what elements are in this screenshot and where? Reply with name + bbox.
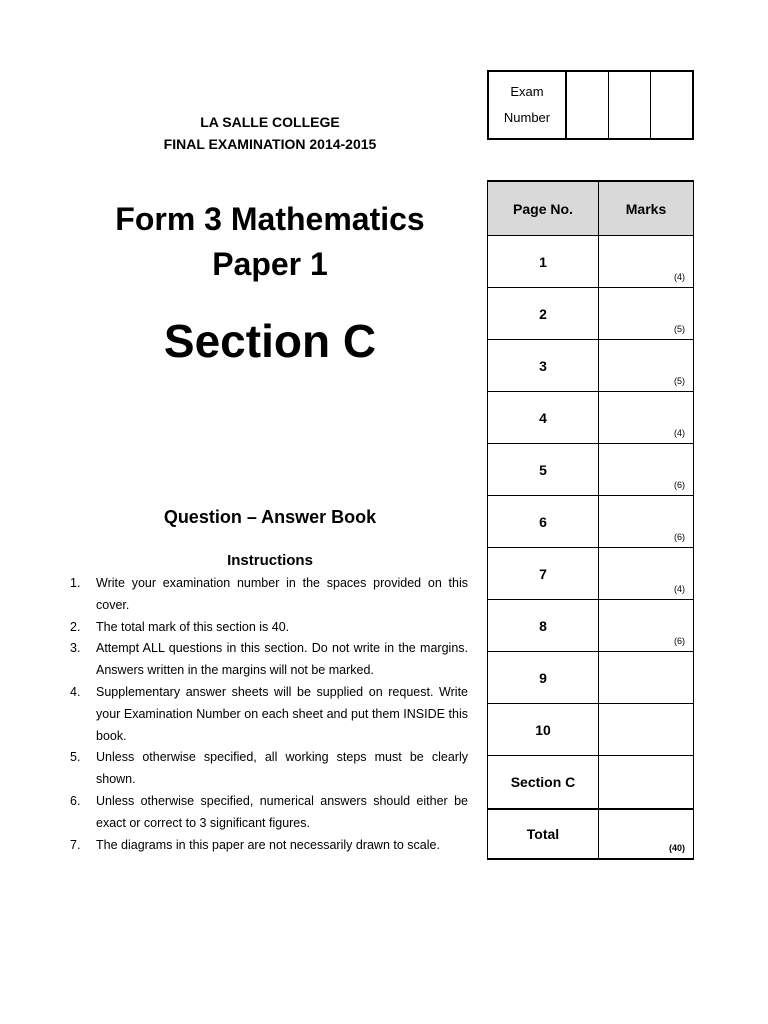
page-number: 8 [488,600,599,651]
marks-cell[interactable] [599,652,693,703]
page-number: 10 [488,704,599,755]
marks-cell[interactable] [599,756,693,808]
marks-cell[interactable] [599,444,693,495]
exam-label-line2: Number [503,110,551,125]
max-marks: (6) [674,480,685,490]
instruction-item [70,747,468,791]
page-number: 4 [488,392,599,443]
max-marks: (6) [674,636,685,646]
subject-title: Form 3 Mathematics [115,201,425,237]
page-number: Section C [488,756,599,808]
marks-table-header [488,182,693,236]
instruction-item [70,638,468,682]
total-marks-cell[interactable] [599,810,693,858]
table-row [488,496,693,548]
instruction-text: The total mark of this section is 40. [96,619,290,634]
instruction-number: 7. [70,837,81,852]
instruction-number: 6. [70,793,81,808]
marks-header: Marks [625,200,667,217]
table-row [488,392,693,444]
table-row [488,288,693,340]
instruction-item [70,791,468,835]
page-no-header: Page No. [488,182,599,235]
table-row [488,444,693,496]
book-title: Question – Answer Book [163,507,377,527]
marks-cell[interactable] [599,548,693,599]
page-number: 9 [488,652,599,703]
instruction-number: 5. [70,750,81,765]
max-marks: (5) [674,376,685,386]
instruction-number: 3. [70,641,81,656]
instruction-text: Write your examination number in the spaces provided on this cover. [96,576,468,612]
marks-cell[interactable] [599,600,693,651]
marks-cell[interactable] [599,704,693,755]
page-number: 5 [488,444,599,495]
instructions-heading: Instructions [227,552,313,569]
total-max-marks: (40) [668,843,685,853]
marks-cell[interactable] [599,496,693,547]
page-number: 7 [488,548,599,599]
instruction-text: The diagrams in this paper are not necessarily drawn to scale. [96,837,440,852]
table-row [488,548,693,600]
instruction-number: 2. [70,619,81,634]
table-row [488,652,693,704]
total-label: Total [488,810,599,858]
max-marks: (4) [674,584,685,594]
exam-title: FINAL EXAMINATION 2014-2015 [163,136,377,152]
table-row [488,340,693,392]
instructions-list [70,573,468,856]
max-marks: (4) [674,428,685,438]
section-title: Section C [163,315,377,367]
table-row [488,756,693,808]
table-row [488,236,693,288]
exam-number-cell[interactable] [609,72,651,138]
page-number: 2 [488,288,599,339]
exam-number-cell[interactable] [567,72,609,138]
max-marks: (4) [674,272,685,282]
instruction-text: Attempt ALL questions in this section. Do not write in the margins. Answers written in the margins will not be marked. [96,641,468,678]
paper-title: Paper 1 [212,246,328,282]
max-marks: (5) [674,324,685,334]
instruction-text: Unless otherwise specified, all working steps must be clearly shown. [96,750,468,787]
total-row [488,808,693,860]
table-row [488,704,693,756]
instruction-item [70,573,468,617]
instruction-number: 4. [70,684,81,699]
instruction-item [70,682,468,747]
exam-number-cell[interactable] [651,72,692,138]
instruction-text: Unless otherwise specified, numerical answers should either be exact or correct to 3 significant figures. [96,793,468,830]
instruction-text: Supplementary answer sheets will be supplied on request. Write your Examination Number on each sheet and put them INSIDE this book. [96,684,468,743]
instruction-number: 1. [70,576,81,590]
marks-cell[interactable] [599,288,693,339]
page-number: 3 [488,340,599,391]
page-number: 1 [488,236,599,287]
max-marks: (6) [674,532,685,542]
page-number: 6 [488,496,599,547]
table-row [488,600,693,652]
instruction-item [70,835,468,857]
marks-cell[interactable] [599,236,693,287]
marks-cell[interactable] [599,340,693,391]
marks-cell[interactable] [599,392,693,443]
exam-label-line1: Exam [510,84,544,99]
school-name: LA SALLE COLLEGE [200,114,340,130]
marks-table [487,180,694,860]
instruction-item [70,617,468,639]
